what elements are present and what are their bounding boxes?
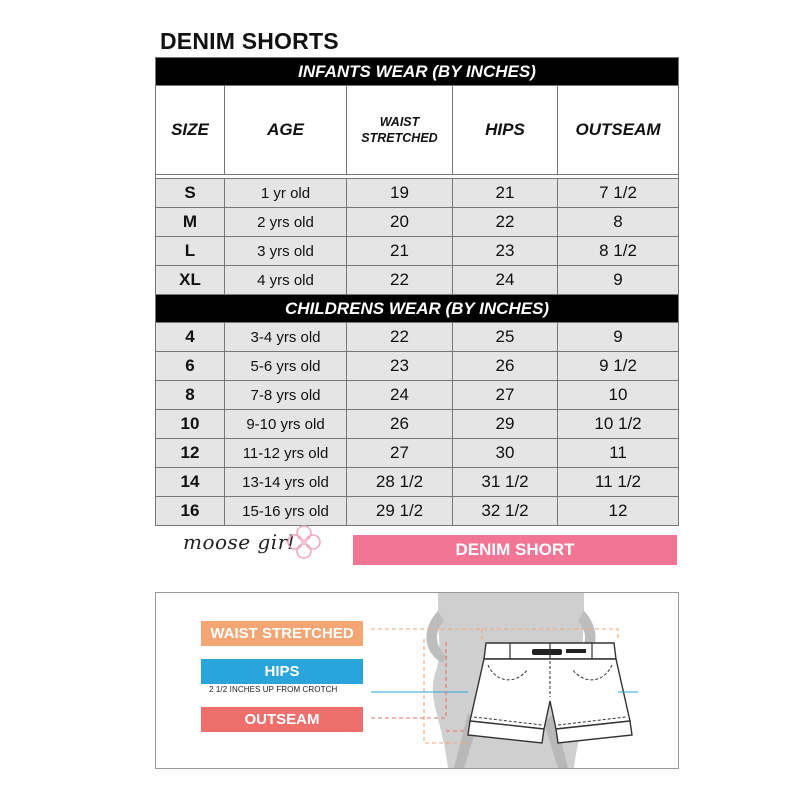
table-row: [156, 323, 679, 352]
hips-cell: 31 1/2: [453, 468, 558, 497]
waist-cell: 20: [347, 208, 453, 237]
size-cell: 6: [156, 352, 225, 381]
table-row: [156, 237, 679, 266]
age-cell: 1 yr old: [225, 179, 347, 208]
size-cell: 10: [156, 410, 225, 439]
waist-cell: 21: [347, 237, 453, 266]
page-title: DENIM SHORTS: [160, 28, 339, 54]
flower-icon: [287, 524, 321, 560]
legend-hips: HIPS: [201, 659, 363, 684]
outseam-cell: 8 1/2: [558, 237, 679, 266]
size-cell: XL: [156, 266, 225, 295]
waist-cell: 26: [347, 410, 453, 439]
legend-outseam: OUTSEAM: [201, 707, 363, 732]
hips-cell: 32 1/2: [453, 497, 558, 526]
size-cell: 16: [156, 497, 225, 526]
waist-cell: 24: [347, 381, 453, 410]
table-row: [156, 439, 679, 468]
hips-cell: 21: [453, 179, 558, 208]
size-cell: 12: [156, 439, 225, 468]
waist-cell: 27: [347, 439, 453, 468]
waist-cell: 29 1/2: [347, 497, 453, 526]
age-cell: 2 yrs old: [225, 208, 347, 237]
age-cell: 7-8 yrs old: [225, 381, 347, 410]
outseam-cell: 7 1/2: [558, 179, 679, 208]
col-waist-header: [347, 86, 453, 175]
waist-cell: 22: [347, 323, 453, 352]
outseam-cell: 11 1/2: [558, 468, 679, 497]
waist-cell: 22: [347, 266, 453, 295]
age-cell: 13-14 yrs old: [225, 468, 347, 497]
outseam-cell: 9 1/2: [558, 352, 679, 381]
column-header-row: [156, 86, 679, 175]
table-row: [156, 208, 679, 237]
outseam-cell: 9: [558, 266, 679, 295]
hips-cell: 27: [453, 381, 558, 410]
hips-cell: 24: [453, 266, 558, 295]
childrens-section-header: [156, 295, 679, 323]
hips-cell: 25: [453, 323, 558, 352]
waist-cell: 23: [347, 352, 453, 381]
hips-cell: 30: [453, 439, 558, 468]
table-row: [156, 497, 679, 526]
brand-logo: [183, 530, 295, 554]
waist-cell: 19: [347, 179, 453, 208]
size-cell: 4: [156, 323, 225, 352]
col-outseam-header: OUTSEAM: [558, 86, 679, 175]
col-waist-line1: WAIST: [379, 115, 420, 129]
table-row: [156, 468, 679, 497]
col-age-header: AGE: [225, 86, 347, 175]
outseam-cell: 12: [558, 497, 679, 526]
table-row: [156, 266, 679, 295]
size-cell: M: [156, 208, 225, 237]
table-row: [156, 410, 679, 439]
age-cell: 15-16 yrs old: [225, 497, 347, 526]
hips-cell: 23: [453, 237, 558, 266]
hips-note: 2 1/2 INCHES UP FROM CROTCH: [209, 685, 338, 694]
product-banner: DENIM SHORT: [353, 535, 677, 565]
size-cell: 8: [156, 381, 225, 410]
age-cell: 9-10 yrs old: [225, 410, 347, 439]
infants-section-title: INFANTS WEAR (BY INCHES): [156, 58, 679, 86]
age-cell: 11-12 yrs old: [225, 439, 347, 468]
measurement-diagram: [155, 592, 679, 769]
age-cell: 3 yrs old: [225, 237, 347, 266]
col-size-header: SIZE: [156, 86, 225, 175]
hips-cell: 26: [453, 352, 558, 381]
size-cell: 14: [156, 468, 225, 497]
infants-section-header: [156, 58, 679, 86]
size-cell: S: [156, 179, 225, 208]
waist-cell: 28 1/2: [347, 468, 453, 497]
size-cell: L: [156, 237, 225, 266]
brand-name: moose girl: [183, 530, 295, 554]
age-cell: 5-6 yrs old: [225, 352, 347, 381]
outseam-cell: 8: [558, 208, 679, 237]
outseam-cell: 11: [558, 439, 679, 468]
table-row: [156, 381, 679, 410]
age-cell: 4 yrs old: [225, 266, 347, 295]
outseam-cell: 9: [558, 323, 679, 352]
col-hips-header: HIPS: [453, 86, 558, 175]
col-waist-line2: STRETCHED: [361, 131, 438, 145]
outseam-cell: 10 1/2: [558, 410, 679, 439]
legend-waist: WAIST STRETCHED: [201, 621, 363, 646]
table-row: [156, 179, 679, 208]
childrens-section-title: CHILDRENS WEAR (BY INCHES): [156, 295, 679, 323]
outseam-cell: 10: [558, 381, 679, 410]
hips-cell: 29: [453, 410, 558, 439]
hips-cell: 22: [453, 208, 558, 237]
size-chart-table: [155, 57, 679, 526]
age-cell: 3-4 yrs old: [225, 323, 347, 352]
table-row: [156, 352, 679, 381]
